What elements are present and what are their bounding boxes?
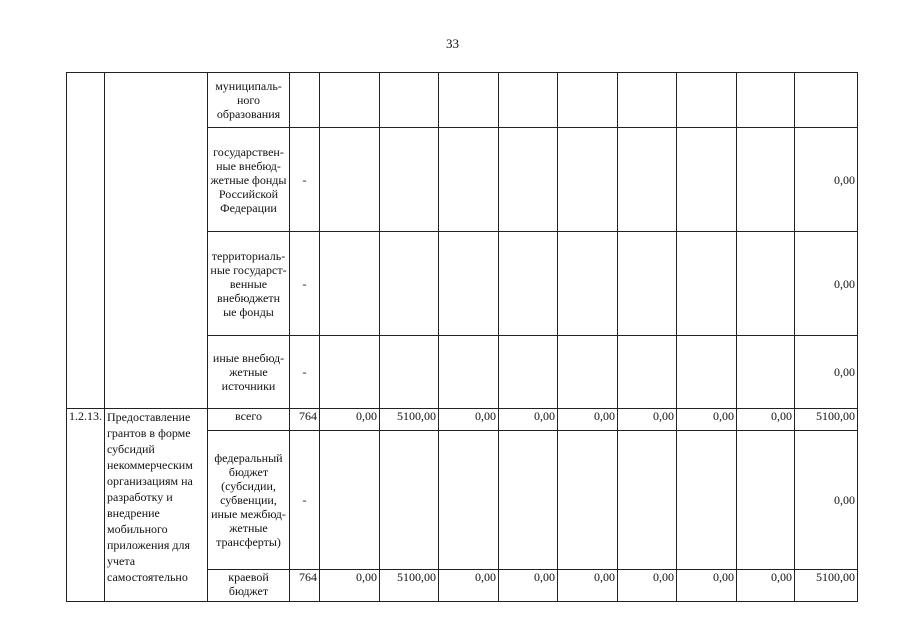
funding-source-cell: муниципаль-ного образования: [208, 73, 290, 128]
item-number: 1.2.13.: [67, 409, 105, 602]
value-cell: 0,00: [558, 570, 618, 602]
code-cell: 764: [290, 570, 320, 602]
budget-table: [66, 72, 858, 602]
value-cell: [439, 232, 499, 336]
value-cell: [737, 431, 795, 570]
total-cell: 0,00: [795, 232, 858, 336]
value-cell: [380, 336, 439, 409]
value-cell: [558, 128, 618, 232]
value-cell: [439, 73, 499, 128]
value-cell: [618, 232, 677, 336]
total-cell: 5100,00: [795, 570, 858, 602]
value-cell: [439, 431, 499, 570]
code-cell: -: [290, 336, 320, 409]
value-cell: [677, 73, 737, 128]
value-cell: [320, 431, 380, 570]
item-description: Предоставление грантов в форме субсидий некоммерческим организациям на разработку и внедрение мобильного приложения для учета самостоятельно: [105, 409, 208, 602]
value-cell: [737, 73, 795, 128]
value-cell: [618, 128, 677, 232]
funding-source-cell: всего: [208, 409, 290, 431]
value-cell: [618, 73, 677, 128]
value-cell: 0,00: [499, 570, 558, 602]
value-cell: 0,00: [737, 409, 795, 431]
value-cell: [320, 336, 380, 409]
value-cell: 5100,00: [380, 570, 439, 602]
table-row: [67, 73, 858, 128]
value-cell: 0,00: [439, 570, 499, 602]
empty-number-cell: [67, 73, 105, 409]
code-cell: 764: [290, 409, 320, 431]
total-cell: 5100,00: [795, 409, 858, 431]
value-cell: [320, 232, 380, 336]
total-cell: 0,00: [795, 336, 858, 409]
value-cell: [677, 431, 737, 570]
value-cell: [499, 431, 558, 570]
value-cell: 0,00: [618, 570, 677, 602]
value-cell: [320, 73, 380, 128]
value-cell: [499, 128, 558, 232]
value-cell: [439, 336, 499, 409]
funding-source-cell: территориаль-ные государст-венные внебюджетн ые фонды: [208, 232, 290, 336]
value-cell: 0,00: [439, 409, 499, 431]
value-cell: [737, 128, 795, 232]
value-cell: [380, 232, 439, 336]
value-cell: [439, 128, 499, 232]
funding-source-cell: государствен-ные внебюд-жетные фонды Российской Федерации: [208, 128, 290, 232]
total-cell: 0,00: [795, 128, 858, 232]
value-cell: [499, 73, 558, 128]
value-cell: [737, 336, 795, 409]
value-cell: [380, 431, 439, 570]
value-cell: [499, 232, 558, 336]
value-cell: 0,00: [737, 570, 795, 602]
value-cell: 0,00: [499, 409, 558, 431]
page-number: 33: [446, 36, 459, 51]
value-cell: 0,00: [677, 409, 737, 431]
value-cell: [737, 232, 795, 336]
value-cell: [380, 73, 439, 128]
value-cell: [677, 128, 737, 232]
funding-source-cell: федеральный бюджет (субсидии, субвенции, иные межбюд-жетные трансферты): [208, 431, 290, 570]
value-cell: 5100,00: [380, 409, 439, 431]
value-cell: [677, 336, 737, 409]
empty-description-cell: [105, 73, 208, 409]
value-cell: 0,00: [558, 409, 618, 431]
value-cell: 0,00: [618, 409, 677, 431]
table-row: [67, 409, 858, 431]
funding-source-cell: иные внебюд-жетные источники: [208, 336, 290, 409]
value-cell: 0,00: [677, 570, 737, 602]
value-cell: [677, 232, 737, 336]
value-cell: [558, 232, 618, 336]
value-cell: 0,00: [320, 409, 380, 431]
code-cell: -: [290, 232, 320, 336]
value-cell: [558, 431, 618, 570]
value-cell: [618, 431, 677, 570]
value-cell: [380, 128, 439, 232]
value-cell: 0,00: [320, 570, 380, 602]
code-cell: [290, 73, 320, 128]
total-cell: [795, 73, 858, 128]
value-cell: [558, 336, 618, 409]
value-cell: [499, 336, 558, 409]
total-cell: 0,00: [795, 431, 858, 570]
value-cell: [558, 73, 618, 128]
value-cell: [320, 128, 380, 232]
code-cell: -: [290, 431, 320, 570]
code-cell: -: [290, 128, 320, 232]
value-cell: [618, 336, 677, 409]
funding-source-cell: краевой бюджет: [208, 570, 290, 602]
